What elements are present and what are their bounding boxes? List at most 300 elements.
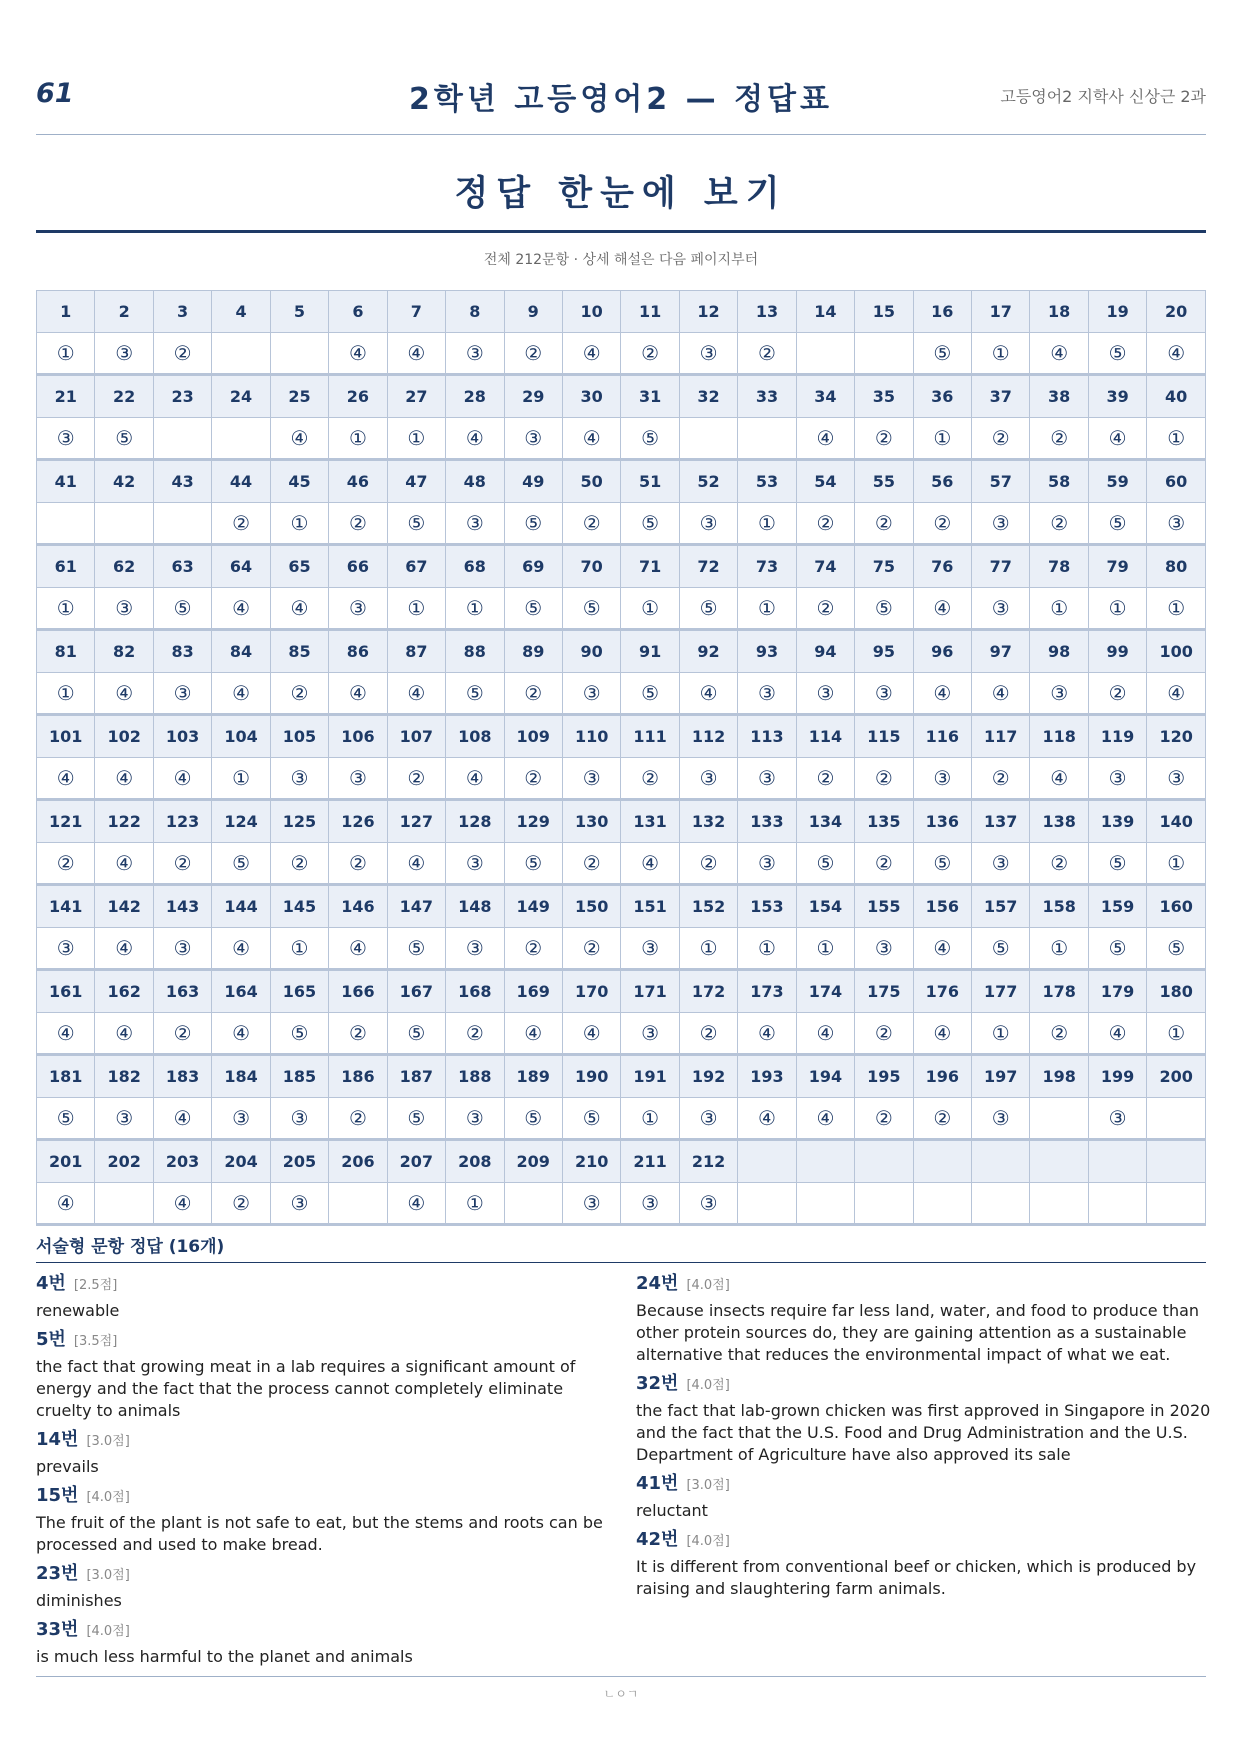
question-number-cell: 130: [562, 800, 620, 843]
answer-cell: ⑤: [1088, 843, 1146, 885]
answer-cell: [95, 503, 153, 545]
question-number-cell: 67: [387, 545, 445, 588]
question-number-cell: 166: [329, 970, 387, 1013]
question-number-cell: 1: [37, 291, 95, 333]
answer-cell: ②: [855, 843, 913, 885]
question-number-cell: 153: [738, 885, 796, 928]
question-number-cell: 195: [855, 1055, 913, 1098]
question-number-cell: 28: [446, 375, 504, 418]
question-number-cell: 72: [679, 545, 737, 588]
answer-cell: ③: [446, 1098, 504, 1140]
question-number-cell: 147: [387, 885, 445, 928]
answer-cell: [855, 333, 913, 375]
answer-cell: [1147, 1098, 1206, 1140]
answer-cell: ⑤: [1088, 928, 1146, 970]
page-footer: [36, 1676, 1206, 1707]
question-number-cell: 183: [153, 1055, 211, 1098]
answer-cell: ⑤: [913, 843, 971, 885]
question-number-cell: 134: [796, 800, 854, 843]
question-number-cell: 79: [1088, 545, 1146, 588]
essay-points: [3.0점]: [686, 1478, 730, 1493]
question-number-cell: 193: [738, 1055, 796, 1098]
essay-question-number: 32번: [636, 1373, 679, 1394]
answer-row: [37, 503, 1206, 545]
question-number-cell: 53: [738, 460, 796, 503]
answer-cell: ④: [796, 1013, 854, 1055]
question-number-row: [37, 970, 1206, 1013]
essay-item-header: [36, 1328, 616, 1354]
question-number-cell: 206: [329, 1140, 387, 1183]
question-number-cell: 58: [1030, 460, 1088, 503]
answer-cell: ⑤: [37, 1098, 95, 1140]
answer-cell: ④: [387, 333, 445, 375]
question-number-cell: 188: [446, 1055, 504, 1098]
question-number-cell: 103: [153, 715, 211, 758]
answer-cell: ③: [796, 673, 854, 715]
answer-cell: ③: [679, 1183, 737, 1225]
question-number-cell: 117: [972, 715, 1030, 758]
answer-cell: ②: [562, 843, 620, 885]
document-title: 2학년 고등영어2 — 정답표: [409, 82, 833, 117]
answer-cell: ③: [972, 1098, 1030, 1140]
answer-cell: ③: [972, 843, 1030, 885]
answer-cell: [153, 418, 211, 460]
essay-answer: Because insects require far less land, water, and food to produce than other protein sources do, they are gaining attention as a sustainable alternative that reduces the environmental impact of what we eat.: [636, 1301, 1200, 1364]
question-number-cell: 154: [796, 885, 854, 928]
essay-points: [3.0점]: [86, 1434, 130, 1449]
essay-points: [3.5점]: [73, 1334, 118, 1349]
answer-cell: ②: [37, 843, 95, 885]
question-number-cell: 199: [1088, 1055, 1146, 1098]
answer-cell: ④: [153, 758, 211, 800]
answer-cell: ③: [1147, 503, 1206, 545]
answer-cell: [212, 418, 270, 460]
essay-question-number: 41번: [636, 1473, 679, 1494]
answer-cell: ①: [387, 588, 445, 630]
essay-item: [636, 1372, 1216, 1466]
answer-cell: ①: [212, 758, 270, 800]
question-number-cell: 49: [504, 460, 562, 503]
answer-cell: ⑤: [1088, 503, 1146, 545]
question-number-cell: 4: [212, 291, 270, 333]
answer-cell: ①: [446, 1183, 504, 1225]
question-number-cell: 197: [972, 1055, 1030, 1098]
essay-column-right: [636, 1272, 1216, 1606]
question-number-cell: 104: [212, 715, 270, 758]
question-number-cell: [913, 1140, 971, 1183]
question-number-cell: 15: [855, 291, 913, 333]
answer-cell: ②: [153, 333, 211, 375]
answer-cell: ⑤: [387, 1098, 445, 1140]
answer-cell: [329, 1183, 387, 1225]
question-number-cell: 125: [270, 800, 328, 843]
question-number-row: [37, 375, 1206, 418]
question-number-cell: 165: [270, 970, 328, 1013]
question-number-cell: 131: [621, 800, 679, 843]
essay-answer: renewable: [36, 1301, 120, 1320]
question-number-cell: 78: [1030, 545, 1088, 588]
answer-row: [37, 333, 1206, 375]
question-number-cell: 146: [329, 885, 387, 928]
answer-cell: ①: [972, 333, 1030, 375]
question-number-row: [37, 1140, 1206, 1183]
answer-cell: ⑤: [387, 928, 445, 970]
question-number-cell: 61: [37, 545, 95, 588]
question-number-cell: 24: [212, 375, 270, 418]
answer-cell: ②: [1030, 503, 1088, 545]
section-title: 정답 한눈에 보기: [36, 166, 1206, 233]
answer-cell: ④: [95, 928, 153, 970]
question-number-cell: 155: [855, 885, 913, 928]
essay-points: [4.0점]: [686, 1378, 730, 1393]
answer-cell: ②: [972, 418, 1030, 460]
question-number-row: [37, 885, 1206, 928]
answer-cell: ③: [621, 1183, 679, 1225]
question-number-row: [37, 630, 1206, 673]
essay-answer: diminishes: [36, 1591, 122, 1610]
answer-cell: ③: [621, 1013, 679, 1055]
answer-cell: ①: [621, 588, 679, 630]
answer-cell: ①: [1088, 588, 1146, 630]
question-number-cell: 76: [913, 545, 971, 588]
answer-row: [37, 928, 1206, 970]
answer-cell: ⑤: [621, 418, 679, 460]
question-number-cell: 110: [562, 715, 620, 758]
answer-cell: ⑤: [446, 673, 504, 715]
answer-cell: ③: [153, 928, 211, 970]
question-number-cell: [796, 1140, 854, 1183]
question-number-cell: 136: [913, 800, 971, 843]
essay-item: [636, 1472, 1216, 1522]
answer-cell: ②: [738, 333, 796, 375]
question-number-cell: 3: [153, 291, 211, 333]
answer-cell: [796, 333, 854, 375]
question-number-cell: 85: [270, 630, 328, 673]
question-number-cell: 27: [387, 375, 445, 418]
answer-cell: ③: [679, 1098, 737, 1140]
question-number-cell: 57: [972, 460, 1030, 503]
essay-answer: The fruit of the plant is not safe to eat, but the stems and roots can be processed and used to make bread.: [36, 1513, 603, 1554]
question-number-cell: 39: [1088, 375, 1146, 418]
question-number-cell: 161: [37, 970, 95, 1013]
answer-cell: ①: [621, 1098, 679, 1140]
question-number-cell: 81: [37, 630, 95, 673]
question-number-cell: 109: [504, 715, 562, 758]
question-number-cell: 86: [329, 630, 387, 673]
question-number-cell: 89: [504, 630, 562, 673]
answer-cell: ④: [562, 333, 620, 375]
answer-cell: [212, 333, 270, 375]
essay-column-left: [36, 1272, 616, 1674]
question-number-cell: [1147, 1140, 1206, 1183]
question-number-cell: 182: [95, 1055, 153, 1098]
question-number-cell: 203: [153, 1140, 211, 1183]
answer-cell: ③: [329, 588, 387, 630]
question-number-cell: 200: [1147, 1055, 1206, 1098]
question-number-cell: 29: [504, 375, 562, 418]
question-number-cell: 190: [562, 1055, 620, 1098]
question-number-cell: 204: [212, 1140, 270, 1183]
question-number-cell: 135: [855, 800, 913, 843]
question-number-cell: 82: [95, 630, 153, 673]
essay-item-header: [636, 1472, 1216, 1498]
essay-item-header: [36, 1484, 616, 1510]
answer-cell: ①: [1147, 1013, 1206, 1055]
answer-cell: ④: [387, 673, 445, 715]
question-number-row: [37, 715, 1206, 758]
question-number-cell: 133: [738, 800, 796, 843]
question-number-cell: 158: [1030, 885, 1088, 928]
essay-answer: is much less harmful to the planet and animals: [36, 1647, 413, 1666]
question-number-cell: 2: [95, 291, 153, 333]
question-number-cell: 179: [1088, 970, 1146, 1013]
question-number-cell: 151: [621, 885, 679, 928]
answer-cell: ②: [1088, 673, 1146, 715]
answer-cell: ⑤: [972, 928, 1030, 970]
question-number-cell: 177: [972, 970, 1030, 1013]
question-number-cell: 99: [1088, 630, 1146, 673]
answer-cell: ⑤: [504, 503, 562, 545]
answer-cell: ④: [913, 1013, 971, 1055]
question-number-cell: 44: [212, 460, 270, 503]
essay-item-header: [636, 1272, 1216, 1298]
answer-cell: ②: [679, 1013, 737, 1055]
answer-cell: ②: [270, 843, 328, 885]
question-number-cell: 122: [95, 800, 153, 843]
question-number-cell: 160: [1147, 885, 1206, 928]
question-number-cell: 186: [329, 1055, 387, 1098]
answer-cell: ④: [270, 418, 328, 460]
essay-section-title: 서술형 문항 정답 (16개): [36, 1232, 1206, 1263]
answer-cell: ②: [1030, 843, 1088, 885]
question-number-cell: 9: [504, 291, 562, 333]
question-number-cell: 202: [95, 1140, 153, 1183]
answer-cell: ④: [913, 928, 971, 970]
answer-cell: ③: [738, 673, 796, 715]
question-number-cell: 83: [153, 630, 211, 673]
question-number-cell: 106: [329, 715, 387, 758]
answer-cell: [738, 418, 796, 460]
essay-answer: reluctant: [636, 1501, 708, 1520]
question-number-cell: 171: [621, 970, 679, 1013]
question-number-cell: 168: [446, 970, 504, 1013]
answer-cell: ③: [37, 418, 95, 460]
answer-cell: ②: [329, 1098, 387, 1140]
answer-cell: ⑤: [562, 1098, 620, 1140]
question-number-cell: 32: [679, 375, 737, 418]
answer-cell: ⑤: [387, 503, 445, 545]
question-number-cell: 212: [679, 1140, 737, 1183]
answer-cell: ④: [95, 1013, 153, 1055]
question-number-cell: 98: [1030, 630, 1088, 673]
answer-cell: ③: [446, 843, 504, 885]
answer-cell: ④: [329, 333, 387, 375]
question-number-cell: 124: [212, 800, 270, 843]
question-number-cell: 11: [621, 291, 679, 333]
question-number-cell: [738, 1140, 796, 1183]
question-number-cell: 157: [972, 885, 1030, 928]
question-number-cell: 50: [562, 460, 620, 503]
question-number-cell: 73: [738, 545, 796, 588]
essay-question-number: 14번: [36, 1429, 79, 1450]
essay-answer: prevails: [36, 1457, 99, 1476]
answer-cell: [1030, 1183, 1088, 1225]
answer-cell: ②: [621, 758, 679, 800]
answer-cell: ④: [37, 1013, 95, 1055]
question-number-cell: 210: [562, 1140, 620, 1183]
answer-cell: ④: [387, 843, 445, 885]
question-number-cell: 163: [153, 970, 211, 1013]
question-number-cell: 207: [387, 1140, 445, 1183]
answer-cell: ②: [504, 928, 562, 970]
question-number-cell: 175: [855, 970, 913, 1013]
answer-cell: ②: [855, 758, 913, 800]
question-number-cell: 189: [504, 1055, 562, 1098]
essay-item-header: [36, 1428, 616, 1454]
answer-cell: ①: [387, 418, 445, 460]
answer-cell: ④: [270, 588, 328, 630]
answer-cell: ③: [270, 758, 328, 800]
question-number-cell: 30: [562, 375, 620, 418]
question-number-cell: 84: [212, 630, 270, 673]
question-number-cell: 59: [1088, 460, 1146, 503]
answer-cell: ③: [972, 588, 1030, 630]
answer-cell: ②: [972, 758, 1030, 800]
answer-cell: ③: [95, 588, 153, 630]
question-number-cell: 37: [972, 375, 1030, 418]
question-number-cell: 139: [1088, 800, 1146, 843]
question-number-cell: 12: [679, 291, 737, 333]
question-number-cell: 54: [796, 460, 854, 503]
answer-cell: ②: [1030, 1013, 1088, 1055]
answer-cell: ④: [95, 673, 153, 715]
answer-cell: ③: [621, 928, 679, 970]
answer-cell: ④: [1088, 1013, 1146, 1055]
question-number-row: [37, 460, 1206, 503]
answer-row: [37, 843, 1206, 885]
question-number-cell: 114: [796, 715, 854, 758]
essay-item: [636, 1272, 1216, 1366]
answer-cell: ④: [1147, 333, 1206, 375]
answer-row: [37, 588, 1206, 630]
question-number-cell: 97: [972, 630, 1030, 673]
essay-item: [36, 1328, 616, 1422]
answer-cell: ②: [153, 843, 211, 885]
answer-cell: ④: [913, 588, 971, 630]
question-number-cell: 112: [679, 715, 737, 758]
essay-answer: It is different from conventional beef or chicken, which is produced by raising and slaughtering farm animals.: [636, 1557, 1197, 1598]
question-number-cell: 137: [972, 800, 1030, 843]
answer-row: [37, 1013, 1206, 1055]
question-number-cell: 40: [1147, 375, 1206, 418]
answer-cell: ①: [37, 673, 95, 715]
answer-cell: ④: [913, 673, 971, 715]
question-number-cell: 90: [562, 630, 620, 673]
answer-cell: ②: [855, 418, 913, 460]
question-number-cell: 80: [1147, 545, 1206, 588]
answer-cell: ②: [796, 588, 854, 630]
answer-cell: [504, 1183, 562, 1225]
question-number-cell: 10: [562, 291, 620, 333]
question-number-cell: 43: [153, 460, 211, 503]
question-number-cell: 31: [621, 375, 679, 418]
essay-question-number: 4번: [36, 1273, 66, 1294]
question-number-cell: 127: [387, 800, 445, 843]
answer-cell: ③: [562, 1183, 620, 1225]
question-number-row: [37, 800, 1206, 843]
essay-item-header: [36, 1618, 616, 1644]
question-number-cell: 121: [37, 800, 95, 843]
question-number-cell: 180: [1147, 970, 1206, 1013]
essay-question-number: 24번: [636, 1273, 679, 1294]
answer-row: [37, 1183, 1206, 1225]
essay-question-number: 33번: [36, 1619, 79, 1640]
answer-cell: [1030, 1098, 1088, 1140]
question-number-cell: 38: [1030, 375, 1088, 418]
question-number-cell: 6: [329, 291, 387, 333]
question-number-cell: 34: [796, 375, 854, 418]
question-number-cell: 201: [37, 1140, 95, 1183]
question-number-cell: 88: [446, 630, 504, 673]
answer-row: [37, 673, 1206, 715]
answer-cell: ④: [1030, 333, 1088, 375]
essay-item: [636, 1528, 1216, 1600]
question-number-cell: 13: [738, 291, 796, 333]
answer-cell: ③: [153, 673, 211, 715]
question-number-cell: 87: [387, 630, 445, 673]
answer-cell: ②: [212, 1183, 270, 1225]
answer-cell: ①: [913, 418, 971, 460]
essay-points: [4.0점]: [686, 1278, 730, 1293]
essay-answer: the fact that lab-grown chicken was first approved in Singapore in 2020 and the fact that the U.S. Food and Drug Administration and the U.S. Department of Agriculture have also approved its sale: [636, 1401, 1211, 1464]
question-number-cell: 51: [621, 460, 679, 503]
answer-cell: [1147, 1183, 1206, 1225]
answer-cell: ①: [738, 928, 796, 970]
answer-cell: ⑤: [1088, 333, 1146, 375]
question-number-cell: 172: [679, 970, 737, 1013]
question-number-cell: 176: [913, 970, 971, 1013]
question-number-cell: 174: [796, 970, 854, 1013]
answer-cell: ④: [621, 843, 679, 885]
answer-cell: ③: [446, 333, 504, 375]
question-number-cell: 148: [446, 885, 504, 928]
question-number-cell: 7: [387, 291, 445, 333]
question-number-cell: 173: [738, 970, 796, 1013]
question-number-cell: 46: [329, 460, 387, 503]
answer-cell: ④: [212, 588, 270, 630]
answer-cell: ④: [679, 673, 737, 715]
question-number-cell: 21: [37, 375, 95, 418]
question-number-cell: 156: [913, 885, 971, 928]
answer-cell: ④: [212, 1013, 270, 1055]
question-number-cell: 55: [855, 460, 913, 503]
answer-cell: ②: [913, 1098, 971, 1140]
essay-question-number: 42번: [636, 1529, 679, 1550]
answer-cell: ④: [504, 1013, 562, 1055]
answer-cell: ①: [446, 588, 504, 630]
answer-cell: ③: [972, 503, 1030, 545]
question-number-cell: 116: [913, 715, 971, 758]
question-number-cell: 152: [679, 885, 737, 928]
answer-cell: [679, 418, 737, 460]
question-number-cell: 198: [1030, 1055, 1088, 1098]
answer-cell: ③: [855, 928, 913, 970]
question-number-cell: 60: [1147, 460, 1206, 503]
question-number-cell: 69: [504, 545, 562, 588]
answer-cell: ⑤: [562, 588, 620, 630]
answer-cell: ⑤: [270, 1013, 328, 1055]
question-number-cell: 33: [738, 375, 796, 418]
